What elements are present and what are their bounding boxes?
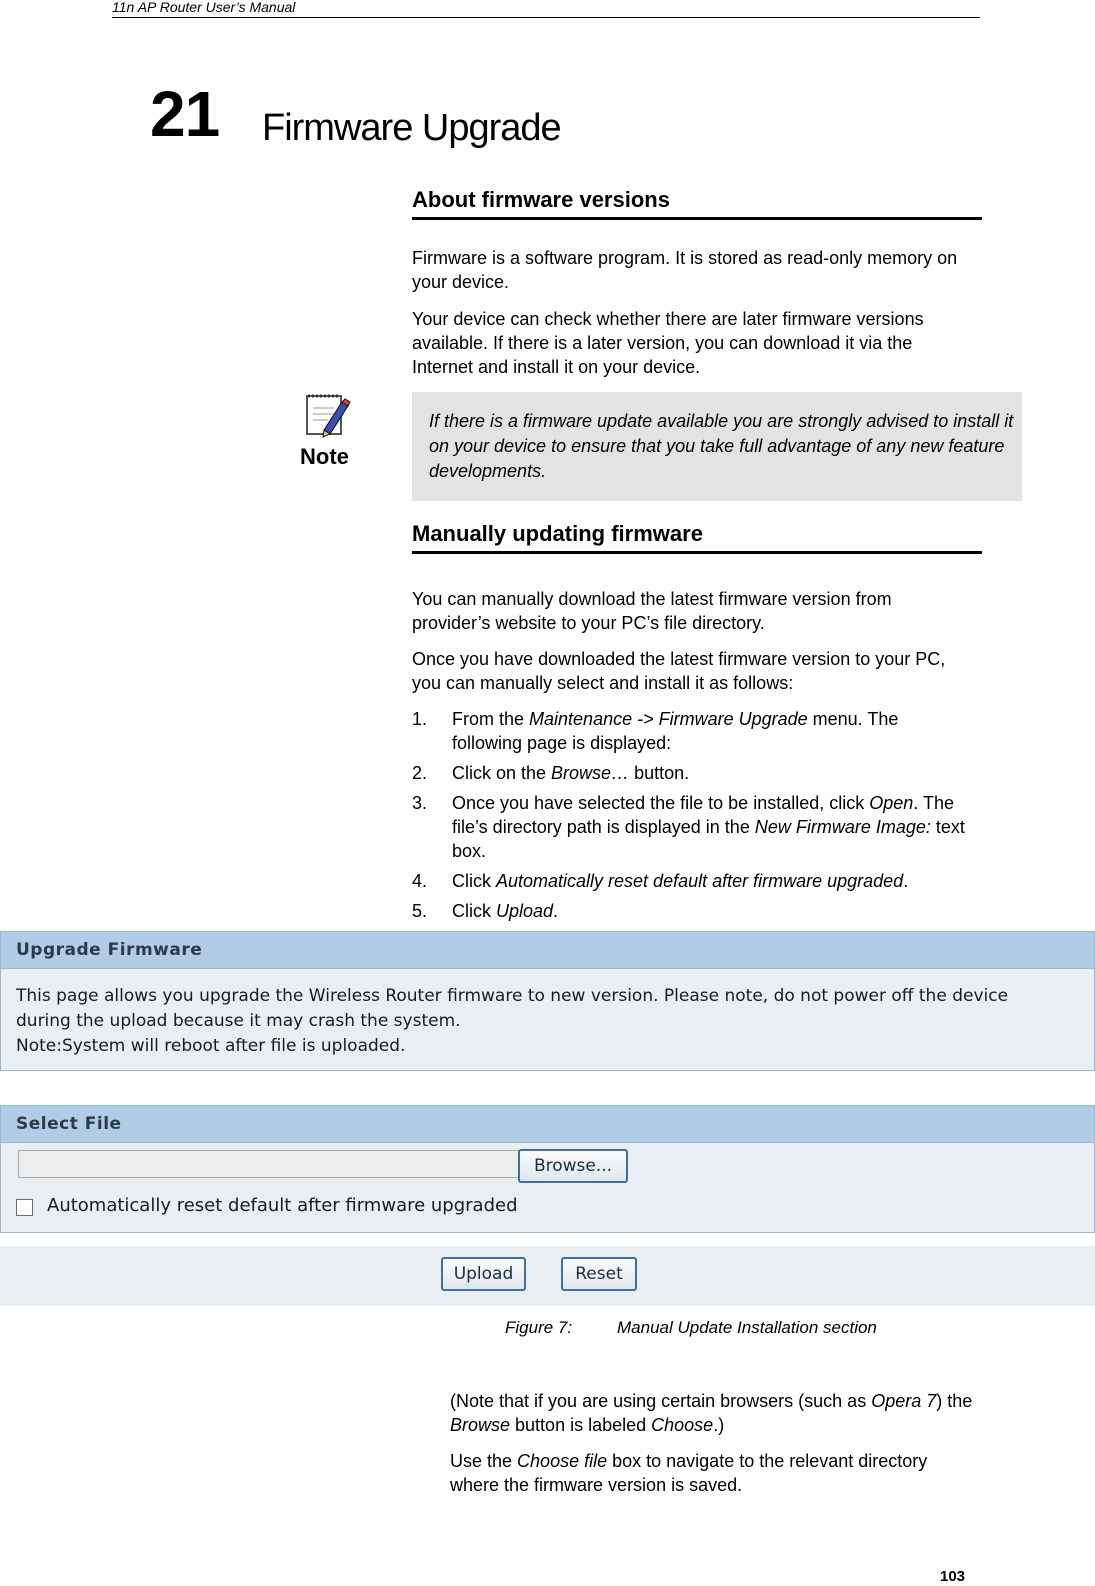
note-callout <box>412 392 1022 501</box>
firmware-file-input[interactable] <box>18 1150 519 1178</box>
paragraph-choose-file: Use the Choose file box to navigate to the relevant directory where the firmware version is saved. <box>450 1451 928 1495</box>
paragraph-browser-note: (Note that if you are using certain browsers (such as Opera 7) the Browse button is labeled Choose.) <box>450 1391 973 1435</box>
step-number: 2. <box>412 763 428 783</box>
step-number: 5. <box>412 901 428 921</box>
section-heading-manual: Manually updating firmware <box>412 520 982 554</box>
note-label: Note <box>300 444 349 469</box>
step-text: Click Upload. <box>452 901 559 921</box>
upgrade-firmware-panel <box>0 931 1095 1071</box>
figure-title: Manual Update Installation section <box>617 1318 877 1337</box>
select-file-title: Select File <box>1 1106 1094 1143</box>
description-line: during the upload because it may crash the system. <box>16 1011 461 1031</box>
action-bar <box>0 1246 1095 1306</box>
firmware-upgrade-screenshot <box>0 931 1095 1306</box>
note-pencil-icon <box>304 392 352 442</box>
paragraph-install-steps-intro: Once you have downloaded the latest firmware version to your PC, you can manually select and install it as follows: <box>412 649 946 693</box>
step-text: Click on the Browse… button. <box>452 763 690 783</box>
running-header: 11n AP Router User’s Manual <box>112 0 980 18</box>
upload-button[interactable]: Upload <box>441 1257 526 1291</box>
step-number: 3. <box>412 793 428 813</box>
upgrade-firmware-description <box>1 969 1094 1074</box>
browse-button[interactable]: Browse... <box>518 1149 628 1183</box>
figure-label: Figure 7: <box>505 1318 573 1337</box>
step-text: Once you have selected the file to be installed, click Open. The file’s directory path is displayed in the New Firmware Image: text box. <box>452 793 965 861</box>
step-text: From the Maintenance -> Firmware Upgrade menu. The following page is displayed: <box>452 709 899 753</box>
chapter-title: Firmware Upgrade <box>262 107 561 149</box>
step-text: Click Automatically reset default after firmware upgraded. <box>452 871 909 891</box>
step-number: 4. <box>412 871 428 891</box>
chapter-number: 21 <box>150 78 220 150</box>
reset-button[interactable]: Reset <box>561 1257 637 1291</box>
paragraph-firmware-definition: Firmware is a software program. It is stored as read-only memory on your device. <box>412 248 958 292</box>
step-number: 1. <box>412 709 428 729</box>
note-text: If there is a firmware update available you are strongly advised to install it on your device to ensure that you take full advantage of any new feature developments. <box>429 411 1014 481</box>
description-line: Note:System will reboot after file is uploaded. <box>16 1036 406 1056</box>
upgrade-firmware-title: Upgrade Firmware <box>1 932 1094 969</box>
page-number: 103 <box>940 1568 966 1585</box>
description-line: This page allows you upgrade the Wireless Router firmware to new version. Please note, do not power off the device <box>16 986 1009 1006</box>
auto-reset-label: Automatically reset default after firmware upgraded <box>47 1195 518 1216</box>
paragraph-manual-download: You can manually download the latest firmware version from provider’s website to your PC’s file directory. <box>412 589 892 633</box>
section-heading-about: About firmware versions <box>412 186 982 220</box>
auto-reset-checkbox[interactable] <box>16 1199 33 1216</box>
paragraph-check-versions: Your device can check whether there are later firmware versions available. If there is a later version, you can download it via the Internet and install it on your device. <box>412 309 924 377</box>
